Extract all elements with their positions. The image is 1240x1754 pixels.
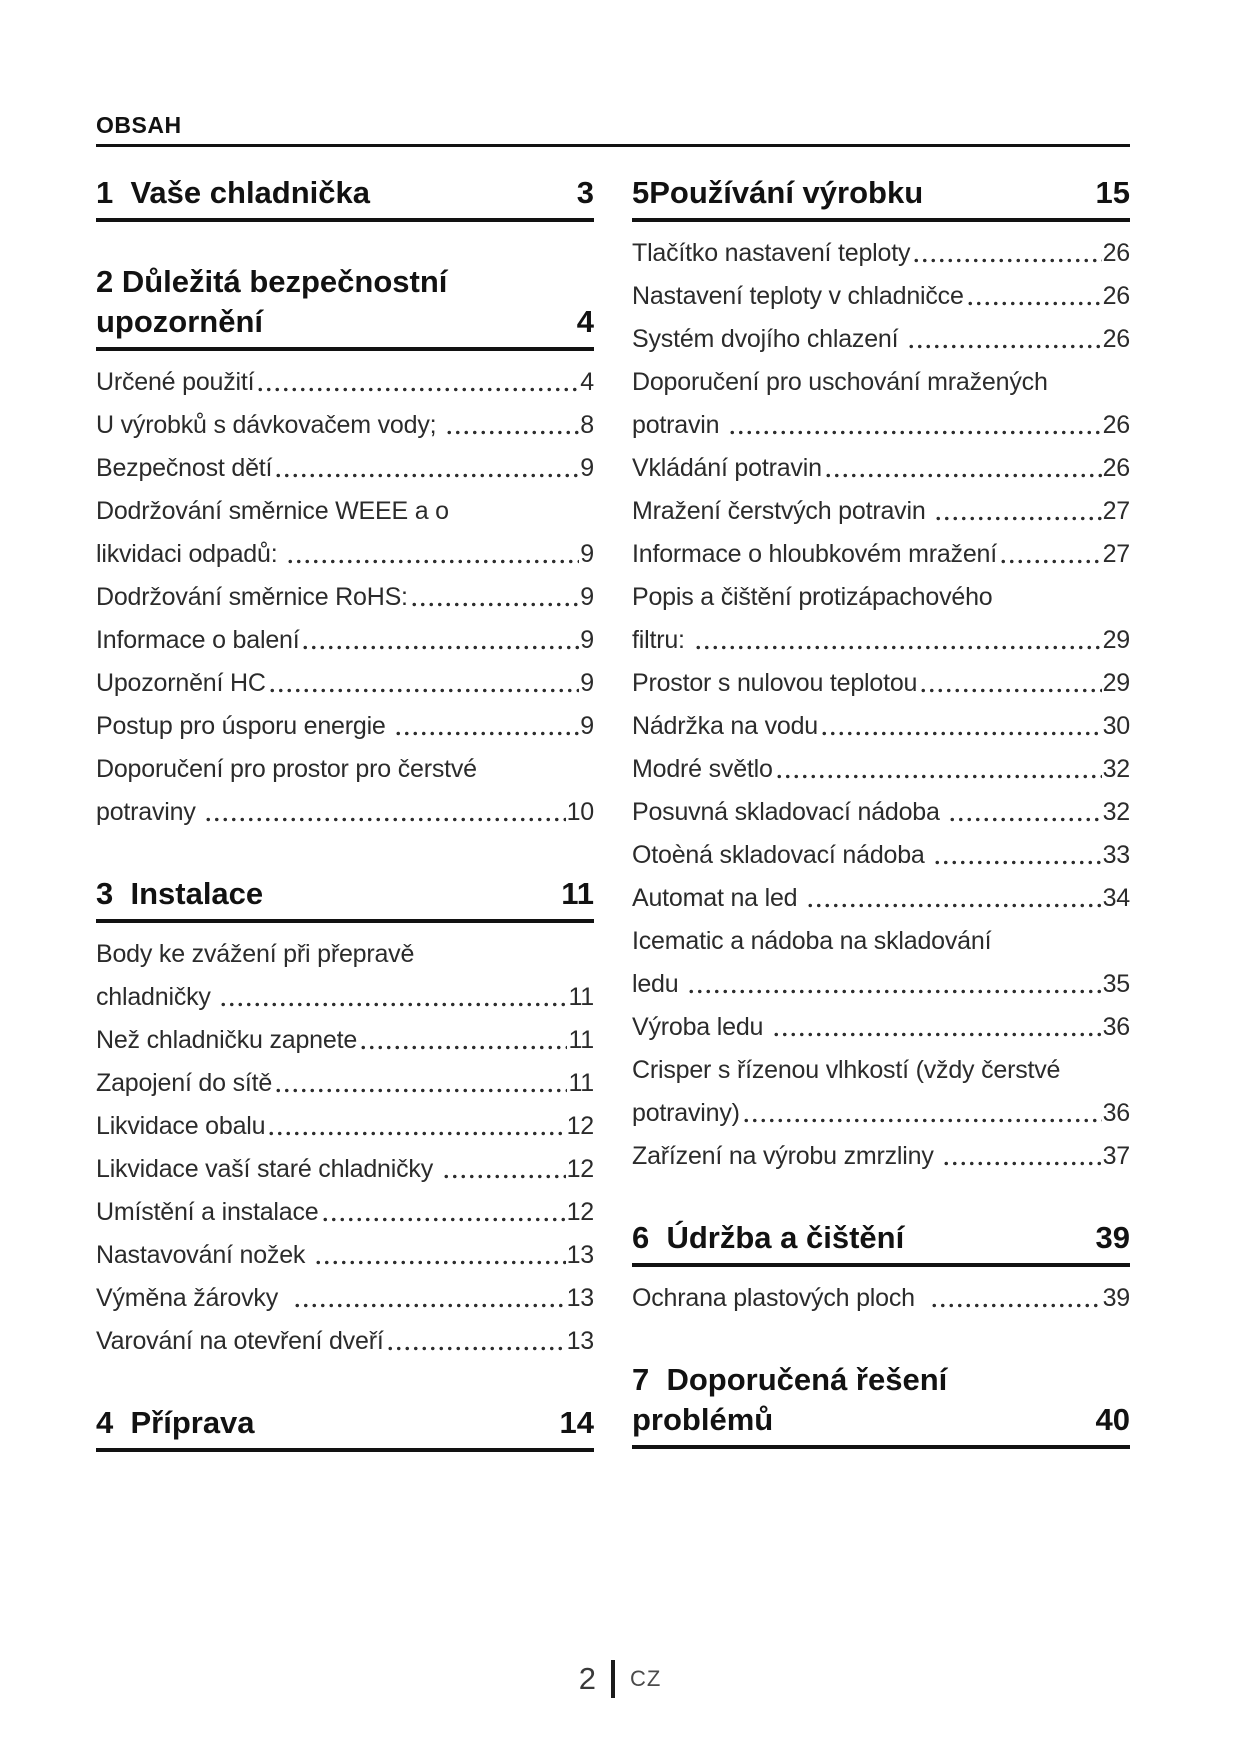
toc-column-left bbox=[96, 173, 594, 1462]
dot-leader bbox=[219, 976, 567, 1019]
toc-entry bbox=[96, 933, 594, 1019]
toc-entry bbox=[632, 576, 1130, 662]
toc-page-number: 10 bbox=[566, 798, 594, 826]
toc-entry bbox=[632, 1135, 1130, 1178]
toc-line-text: 7 Doporučená řešení bbox=[632, 1362, 948, 1397]
toc-line bbox=[632, 1135, 1130, 1178]
toc-entry bbox=[632, 275, 1130, 318]
dot-leader bbox=[451, 490, 593, 533]
dot-leader bbox=[993, 920, 1129, 963]
toc-line bbox=[632, 791, 1130, 834]
toc-page-number: 26 bbox=[1102, 325, 1130, 353]
toc-line bbox=[632, 275, 1130, 318]
toc-page-number: 32 bbox=[1102, 755, 1130, 783]
toc-line-text: problémů bbox=[632, 1402, 774, 1437]
toc-entry bbox=[96, 1320, 594, 1363]
dot-leader bbox=[286, 533, 579, 576]
toc-line-text: filtru: bbox=[632, 626, 692, 654]
toc-line-text: 5Používání výrobku bbox=[632, 175, 924, 210]
toc-page-number: 12 bbox=[566, 1198, 594, 1226]
footer-divider bbox=[611, 1660, 615, 1698]
toc-line-text: potravin bbox=[632, 411, 727, 439]
toc-entry bbox=[632, 447, 1130, 490]
toc-page-number: 36 bbox=[1102, 1013, 1130, 1041]
toc-entry bbox=[632, 705, 1130, 748]
toc-line-text: Než chladničku zapnete bbox=[96, 1026, 358, 1054]
dot-leader bbox=[386, 1320, 566, 1363]
toc-page-number: 29 bbox=[1102, 669, 1130, 697]
toc-line-text: Dodržování směrnice WEEE a o bbox=[96, 497, 449, 525]
toc-line-text: Modré světlo bbox=[632, 755, 773, 783]
toc-line-text: Prostor s nulovou teplotou bbox=[632, 669, 918, 697]
toc-line bbox=[632, 1092, 1130, 1135]
dot-leader bbox=[942, 1135, 1101, 1178]
toc-line bbox=[96, 361, 594, 404]
toc-entry bbox=[96, 1105, 594, 1148]
toc-line-text: Vkládání potravin bbox=[632, 454, 822, 482]
header-title: OBSAH bbox=[96, 112, 182, 138]
toc-line bbox=[632, 232, 1130, 275]
toc-page-number: 11 bbox=[568, 983, 594, 1011]
toc-line bbox=[632, 447, 1130, 490]
toc-page-number: 27 bbox=[1102, 497, 1130, 525]
toc-line-text: Mražení čerstvých potravin bbox=[632, 497, 933, 525]
toc-page-number: 26 bbox=[1102, 239, 1130, 267]
toc-entry bbox=[96, 1148, 594, 1191]
toc-page-number: 12 bbox=[566, 1155, 594, 1183]
toc-section-heading bbox=[96, 1403, 594, 1452]
toc-page-number: 11 bbox=[568, 1026, 594, 1054]
toc-line-text: Určené použití bbox=[96, 368, 255, 396]
dot-leader bbox=[314, 1234, 566, 1277]
toc-line-text: Popis a čištění protizápachového bbox=[632, 583, 993, 611]
dot-leader bbox=[742, 1092, 1102, 1135]
dot-leader bbox=[824, 447, 1102, 490]
dot-leader bbox=[372, 173, 576, 213]
toc-page-number: 26 bbox=[1102, 282, 1130, 310]
toc-line-text: Crisper s řízenou vlhkostí (vždy čerstvé bbox=[632, 1056, 1061, 1084]
toc-line-text: Automat na led bbox=[632, 884, 805, 912]
dot-leader bbox=[912, 232, 1101, 275]
toc-line bbox=[632, 1277, 1130, 1320]
dot-leader bbox=[268, 662, 580, 705]
toc-line bbox=[96, 533, 594, 576]
toc-line bbox=[632, 619, 1130, 662]
toc-page-number: 13 bbox=[566, 1284, 594, 1312]
dot-leader bbox=[449, 262, 593, 302]
toc-line-text: Zařízení na výrobu zmrzliny bbox=[632, 1142, 941, 1170]
toc-page-number: 29 bbox=[1102, 626, 1130, 654]
toc-entry bbox=[632, 318, 1130, 361]
toc-entry bbox=[96, 490, 594, 576]
toc-line bbox=[96, 1403, 594, 1443]
dot-leader bbox=[820, 705, 1102, 748]
toc-line bbox=[632, 1218, 1130, 1258]
toc-entry bbox=[632, 361, 1130, 447]
toc-entry bbox=[632, 662, 1130, 705]
toc-page-number: 39 bbox=[1095, 1220, 1130, 1255]
toc-line bbox=[96, 705, 594, 748]
toc-page-number: 30 bbox=[1102, 712, 1130, 740]
toc-line-text: Posuvná skladovací nádoba bbox=[632, 798, 947, 826]
toc-line-text: potraviny bbox=[96, 798, 203, 826]
toc-line-text: Zapojení do sítě bbox=[96, 1069, 273, 1097]
toc-page-number: 33 bbox=[1102, 841, 1130, 869]
toc-line-text: Likvidace vaší staré chladničky bbox=[96, 1155, 440, 1183]
toc-entry bbox=[96, 619, 594, 662]
toc-entry bbox=[632, 920, 1130, 1006]
toc-page-number: 39 bbox=[1102, 1284, 1130, 1312]
toc-line bbox=[632, 1049, 1130, 1092]
dot-leader bbox=[1062, 1049, 1129, 1092]
toc-line-text: Tlačítko nastavení teploty bbox=[632, 239, 911, 267]
toc-entry bbox=[632, 834, 1130, 877]
toc-line bbox=[96, 933, 594, 976]
toc-line-text: Informace o hloubkovém mražení bbox=[632, 540, 998, 568]
toc-page-number: 35 bbox=[1102, 970, 1130, 998]
toc-line bbox=[632, 662, 1130, 705]
toc-line bbox=[96, 874, 594, 914]
toc-entry bbox=[96, 1277, 594, 1320]
toc-page-number: 9 bbox=[580, 583, 594, 611]
dot-leader bbox=[966, 275, 1102, 318]
toc-line-text: U výrobků s dávkovačem vody; bbox=[96, 411, 444, 439]
dot-leader bbox=[410, 576, 579, 619]
toc-line-text: Bezpečnost dětí bbox=[96, 454, 273, 482]
toc-section-heading bbox=[632, 173, 1130, 222]
toc-line bbox=[632, 748, 1130, 791]
toc-line-text: Dodržování směrnice RoHS: bbox=[96, 583, 408, 611]
toc-entry bbox=[632, 1049, 1130, 1135]
toc-line-text: Nádržka na vodu bbox=[632, 712, 819, 740]
dot-leader bbox=[948, 791, 1101, 834]
dot-leader bbox=[442, 1148, 566, 1191]
toc-line-text: Výměna žárovky bbox=[96, 1284, 292, 1312]
toc-page-number: 9 bbox=[580, 540, 594, 568]
toc-entry bbox=[632, 1277, 1130, 1320]
toc-section-heading bbox=[632, 1360, 1130, 1449]
toc-page-number: 11 bbox=[568, 1069, 594, 1097]
toc-line-text: 2 Důležitá bezpečnostní bbox=[96, 264, 448, 299]
toc-page-number: 8 bbox=[580, 411, 594, 439]
toc-line-text: Umístění a instalace bbox=[96, 1198, 319, 1226]
dot-leader bbox=[416, 933, 593, 976]
toc-line-text: Varování na otevření dveří bbox=[96, 1327, 384, 1355]
toc-page-number: 13 bbox=[566, 1241, 594, 1269]
toc-page-number: 12 bbox=[566, 1112, 594, 1140]
dot-leader bbox=[256, 361, 579, 404]
dot-leader bbox=[775, 1400, 1094, 1440]
dot-leader bbox=[995, 576, 1130, 619]
toc-entry bbox=[632, 877, 1130, 920]
toc-line bbox=[632, 834, 1130, 877]
toc-line bbox=[632, 877, 1130, 920]
toc-line-text: likvidaci odpadů: bbox=[96, 540, 285, 568]
toc-entry bbox=[96, 576, 594, 619]
dot-leader bbox=[1050, 361, 1129, 404]
dot-leader bbox=[949, 1360, 1129, 1400]
toc-page-number: 27 bbox=[1102, 540, 1130, 568]
dot-leader bbox=[274, 1062, 567, 1105]
toc-entry bbox=[96, 447, 594, 490]
toc-entry bbox=[96, 1191, 594, 1234]
toc-line-text: Upozornění HC bbox=[96, 669, 266, 697]
dot-leader bbox=[321, 1191, 566, 1234]
dot-leader bbox=[359, 1019, 567, 1062]
toc-page-number: 11 bbox=[561, 876, 594, 911]
toc-line bbox=[632, 963, 1130, 1006]
toc-page-number: 26 bbox=[1102, 411, 1130, 439]
toc-column-right bbox=[632, 173, 1130, 1462]
toc-entry bbox=[96, 705, 594, 748]
toc-line bbox=[96, 1277, 594, 1320]
footer-page-number: 2 bbox=[578, 1661, 596, 1696]
dot-leader bbox=[728, 404, 1101, 447]
toc-line bbox=[96, 404, 594, 447]
toc-line-text: ledu bbox=[632, 970, 686, 998]
toc-line-text: upozornění bbox=[96, 304, 264, 339]
dot-leader bbox=[933, 834, 1101, 877]
toc-line bbox=[96, 1148, 594, 1191]
toc-line-text: Doporučení pro prostor pro čerstvé bbox=[96, 755, 477, 783]
toc-line bbox=[96, 662, 594, 705]
toc-page-number: 9 bbox=[580, 712, 594, 740]
toc-line bbox=[632, 1360, 1130, 1400]
dot-leader bbox=[274, 447, 579, 490]
toc-entry bbox=[96, 662, 594, 705]
toc-line bbox=[96, 1320, 594, 1363]
toc-line bbox=[96, 173, 594, 213]
toc-entry bbox=[96, 748, 594, 834]
dot-leader bbox=[772, 1006, 1102, 1049]
toc-entry bbox=[632, 490, 1130, 533]
toc-line-text: Nastavování nožek bbox=[96, 1241, 312, 1269]
toc-line bbox=[96, 302, 594, 342]
toc-page-number: 4 bbox=[580, 368, 594, 396]
dot-leader bbox=[930, 1277, 1101, 1320]
footer-language-code: CZ bbox=[629, 1666, 662, 1691]
toc-line-text: Informace o balení bbox=[96, 626, 300, 654]
toc-line bbox=[96, 1062, 594, 1105]
dot-leader bbox=[694, 619, 1102, 662]
toc-line-text: Postup pro úsporu energie bbox=[96, 712, 393, 740]
toc-page-number: 34 bbox=[1102, 884, 1130, 912]
toc-page-number: 15 bbox=[1095, 175, 1130, 210]
toc-page-number: 40 bbox=[1095, 1402, 1130, 1437]
toc-entry bbox=[96, 1062, 594, 1105]
toc-line bbox=[632, 173, 1130, 213]
toc-line-text: Otoèná skladovací nádoba bbox=[632, 841, 932, 869]
toc-entry bbox=[96, 1234, 594, 1277]
dot-leader bbox=[999, 533, 1102, 576]
toc-section-heading bbox=[96, 173, 594, 222]
toc-line bbox=[96, 1019, 594, 1062]
toc-line bbox=[632, 490, 1130, 533]
toc-line-text: Nastavení teploty v chladničce bbox=[632, 282, 964, 310]
dot-leader bbox=[257, 1403, 559, 1443]
toc-line bbox=[96, 1234, 594, 1277]
toc-page-number: 37 bbox=[1102, 1142, 1130, 1170]
toc-entry bbox=[632, 232, 1130, 275]
toc-section-heading bbox=[96, 262, 594, 351]
toc-line-text: 3 Instalace bbox=[96, 876, 264, 911]
toc-line-text: Výroba ledu bbox=[632, 1013, 770, 1041]
toc-page-number: 13 bbox=[566, 1327, 594, 1355]
toc-line-text: Body ke zvážení při přepravě bbox=[96, 940, 415, 968]
dot-leader bbox=[445, 404, 579, 447]
toc-line-text: 4 Příprava bbox=[96, 1405, 255, 1440]
toc-page-number: 9 bbox=[580, 626, 594, 654]
dot-leader bbox=[775, 748, 1102, 791]
toc-line bbox=[632, 361, 1130, 404]
toc-line bbox=[96, 447, 594, 490]
toc-line-text: 1 Vaše chladnička bbox=[96, 175, 371, 210]
toc-line bbox=[632, 705, 1130, 748]
dot-leader bbox=[687, 963, 1101, 1006]
toc-line bbox=[96, 576, 594, 619]
toc-line bbox=[632, 1006, 1130, 1049]
toc-page-number: 36 bbox=[1102, 1099, 1130, 1127]
dot-leader bbox=[394, 705, 579, 748]
dot-leader bbox=[204, 791, 565, 834]
toc-line bbox=[632, 404, 1130, 447]
toc-section-heading bbox=[96, 874, 594, 923]
toc-entry bbox=[632, 1006, 1130, 1049]
toc-line-text: Systém dvojího chlazení bbox=[632, 325, 906, 353]
toc-page-number: 26 bbox=[1102, 454, 1130, 482]
dot-leader bbox=[907, 318, 1101, 361]
toc-entry bbox=[96, 1019, 594, 1062]
toc-page-number: 32 bbox=[1102, 798, 1130, 826]
toc-line bbox=[632, 318, 1130, 361]
toc-line bbox=[632, 576, 1130, 619]
toc-line bbox=[96, 1191, 594, 1234]
toc-line bbox=[632, 1400, 1130, 1440]
toc-line-text: Likvidace obalu bbox=[96, 1112, 266, 1140]
dot-leader bbox=[293, 1277, 565, 1320]
toc-line bbox=[96, 791, 594, 834]
dot-leader bbox=[925, 173, 1094, 213]
toc-page-number: 9 bbox=[580, 454, 594, 482]
toc-line bbox=[632, 533, 1130, 576]
toc-entry bbox=[632, 748, 1130, 791]
toc-line bbox=[96, 748, 594, 791]
dot-leader bbox=[906, 1218, 1094, 1258]
dot-leader bbox=[806, 877, 1101, 920]
toc-line bbox=[96, 262, 594, 302]
toc-columns bbox=[96, 173, 1130, 1462]
dot-leader bbox=[265, 302, 576, 342]
toc-line bbox=[96, 976, 594, 1019]
dot-leader bbox=[301, 619, 579, 662]
toc-line bbox=[632, 920, 1130, 963]
page-footer bbox=[0, 1660, 1240, 1698]
toc-line bbox=[96, 490, 594, 533]
toc-line-text: Icematic a nádoba na skladování bbox=[632, 927, 992, 955]
toc-line-text: Ochrana plastových ploch bbox=[632, 1284, 929, 1312]
toc-line-text: Doporučení pro uschování mražených bbox=[632, 368, 1048, 396]
page-header bbox=[96, 112, 1130, 147]
toc-page-number: 14 bbox=[559, 1405, 594, 1440]
toc-page-number: 4 bbox=[576, 304, 594, 339]
dot-leader bbox=[267, 1105, 565, 1148]
dot-leader bbox=[479, 748, 593, 791]
toc-page-number: 3 bbox=[576, 175, 594, 210]
dot-leader bbox=[934, 490, 1101, 533]
toc-line bbox=[96, 619, 594, 662]
toc-line-text: 6 Údržba a čištění bbox=[632, 1220, 905, 1255]
toc-entry bbox=[632, 791, 1130, 834]
dot-leader bbox=[265, 874, 560, 914]
toc-entry bbox=[632, 533, 1130, 576]
toc-line-text: potraviny) bbox=[632, 1099, 740, 1127]
toc-line bbox=[96, 1105, 594, 1148]
dot-leader bbox=[919, 662, 1101, 705]
toc-entry bbox=[96, 361, 594, 404]
toc-entry bbox=[96, 404, 594, 447]
toc-line-text: chladničky bbox=[96, 983, 218, 1011]
toc-page-number: 9 bbox=[580, 669, 594, 697]
toc-section-heading bbox=[632, 1218, 1130, 1267]
